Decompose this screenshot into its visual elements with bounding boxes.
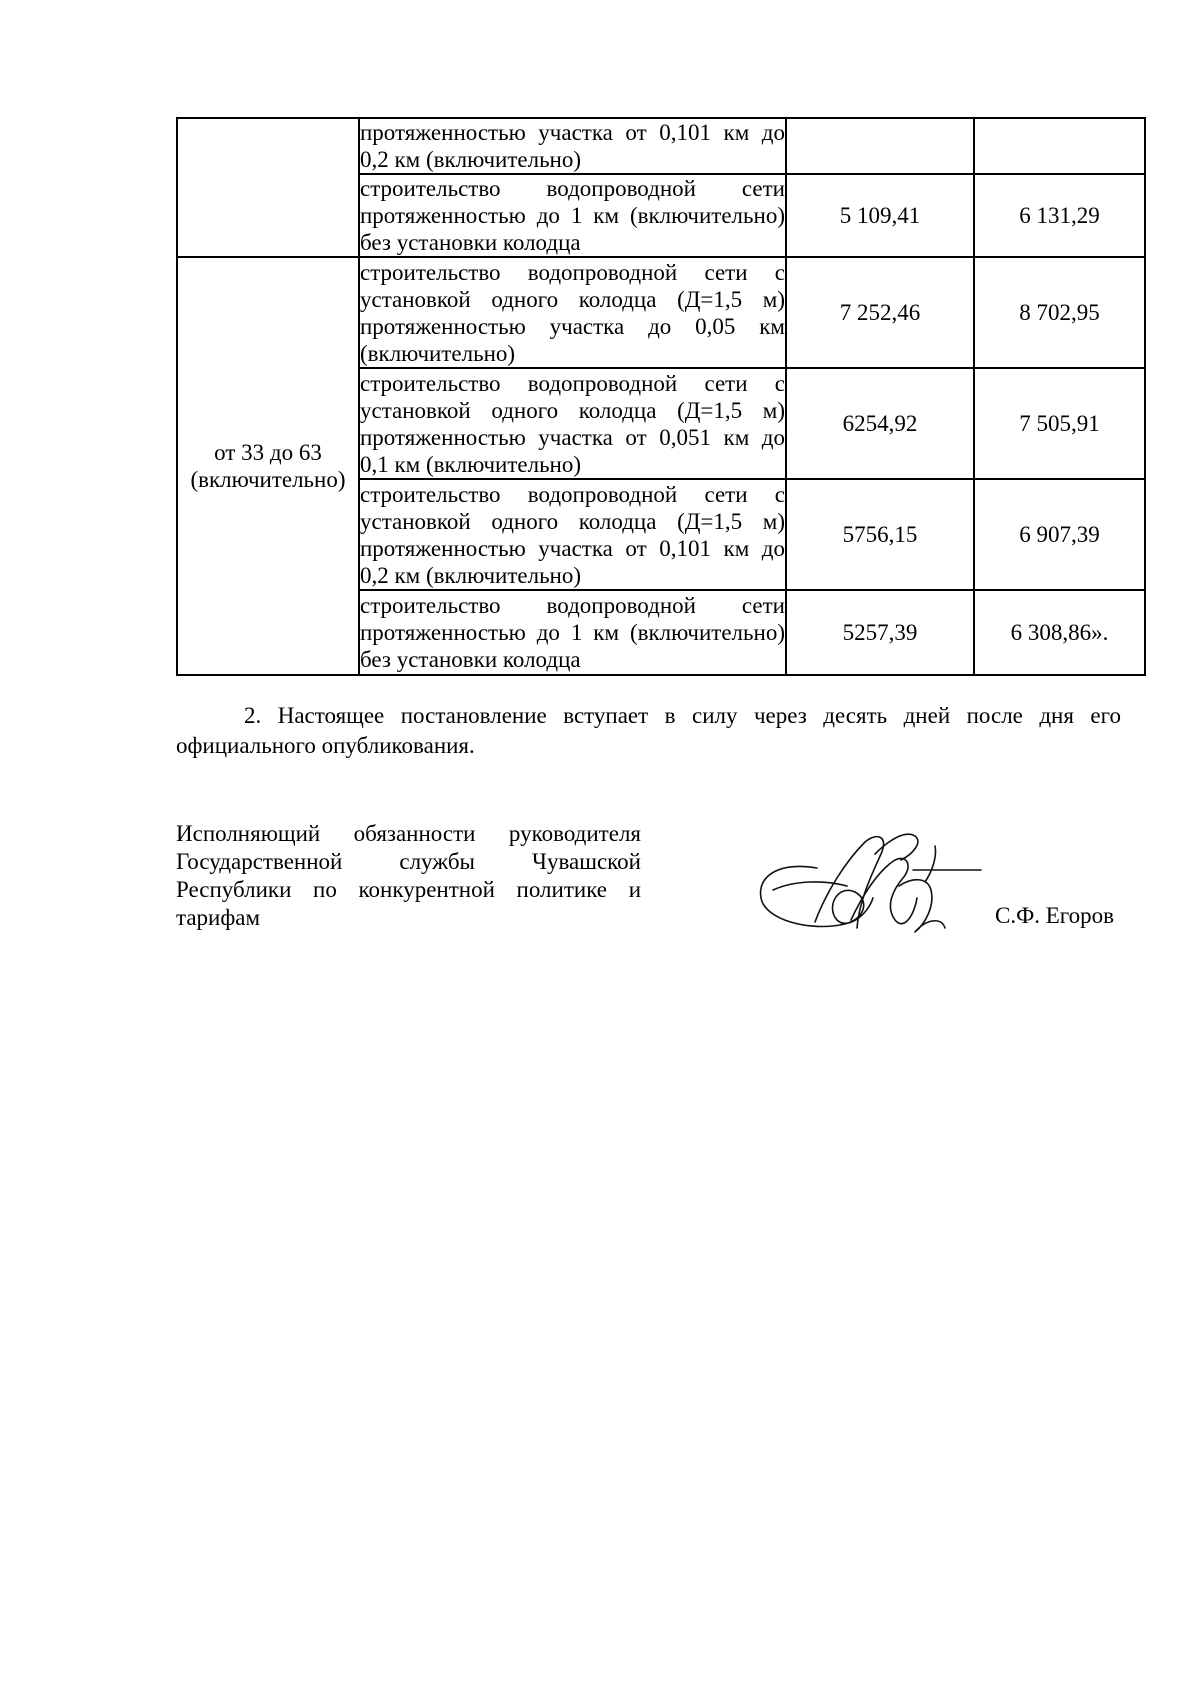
value2-cell: 6 308,86». [974, 590, 1145, 675]
value2-cell: 6 131,29 [974, 174, 1145, 257]
description-cell: строительство водопроводной сети протяженностью до 1 км (включительно) без установки колодца [359, 590, 786, 675]
value2-cell: 7 505,91 [974, 368, 1145, 479]
value1-cell: 5756,15 [786, 479, 974, 590]
effective-date-paragraph: 2. Настоящее постановление вступает в силу через десять дней после дня его официального опубликования. [176, 703, 1121, 758]
value1-cell: 7 252,46 [786, 257, 974, 368]
description-cell: строительство водопроводной сети с установкой одного колодца (Д=1,5 м) протяженностью участка от 0,101 км до 0,2 км (включительно) [359, 479, 786, 590]
value1-cell [786, 118, 974, 174]
group-cell-empty [177, 118, 359, 257]
value2-cell [974, 118, 1145, 174]
table-row [177, 118, 1145, 174]
description-cell: строительство водопроводной сети с установкой одного колодца (Д=1,5 м) протяженностью участка до 0,05 км (включительно) [359, 257, 786, 368]
signer-position: Исполняющий обязанности руководителя Государственной службы Чувашской Республики по конкурентной политике и тарифам [176, 821, 641, 930]
handwritten-signature [755, 820, 995, 945]
value1-cell: 5 109,41 [786, 174, 974, 257]
value2-cell: 6 907,39 [974, 479, 1145, 590]
group-cell: от 33 до 63 (включительно) [177, 257, 359, 675]
description-cell: строительство водопроводной сети протяженностью до 1 км (включительно) без установки колодца [360, 176, 785, 255]
signer-name: С.Ф. Егоров [995, 903, 1115, 928]
value1-cell: 5257,39 [786, 590, 974, 675]
tariff-table [176, 117, 1146, 676]
value1-cell: 6254,92 [786, 368, 974, 479]
description-cell: строительство водопроводной сети с установкой одного колодца (Д=1,5 м) протяженностью участка от 0,051 км до 0,1 км (включительно) [359, 368, 786, 479]
value2-cell: 8 702,95 [974, 257, 1145, 368]
description-cell: протяженностью участка от 0,101 км до 0,2 км (включительно) [360, 120, 785, 172]
table-row [177, 257, 1145, 368]
